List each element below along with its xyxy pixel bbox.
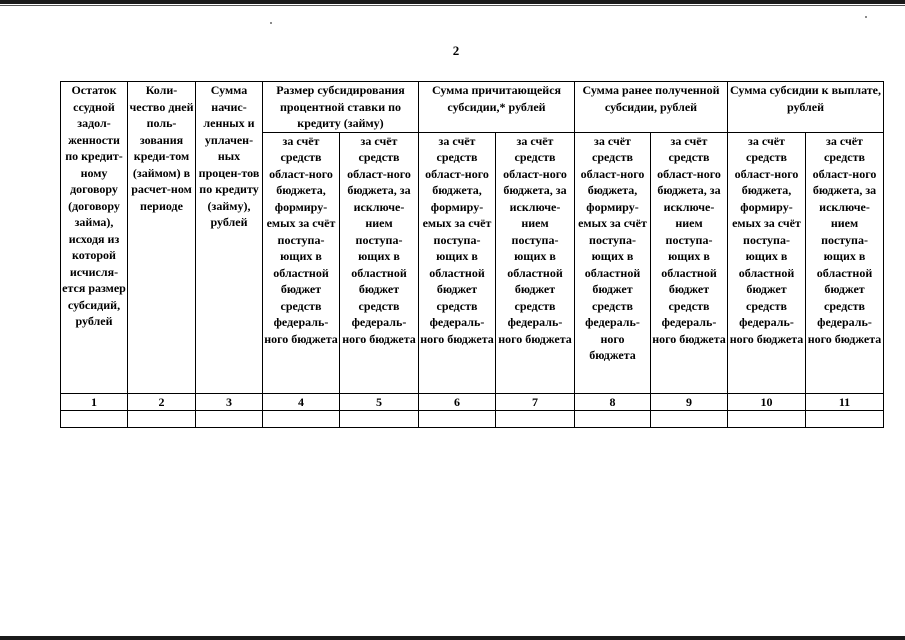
header-loan-balance: Остаток ссудной задол-женности по кредит-ному договору (договору займа), исходя из которой исчисля-ется размер субсидий, рублей — [61, 82, 128, 394]
subheader-federal-funded: за счёт средств област-ного бюджета, формиру-емых за счёт поступа-ющих в областной бюджет средств федераль-ного бюджета — [263, 132, 340, 393]
column-number: 5 — [340, 393, 419, 411]
table-cell — [419, 411, 496, 428]
table-cell — [806, 411, 884, 428]
subheader-regional-only: за счёт средств област-ного бюджета, за исключе-нием поступа-ющих в областной бюджет средств федераль-ного бюджета — [496, 132, 575, 393]
subheader-regional-only: за счёт средств област-ного бюджета, за исключе-нием поступа-ющих в областной бюджет средств федераль-ного бюджета — [340, 132, 419, 393]
column-number: 10 — [728, 393, 806, 411]
subheader-federal-funded: за счёт средств област-ного бюджета, формиру-емых за счёт поступа-ющих в областной бюджет средств федераль-ного бюджета — [728, 132, 806, 393]
header-days-of-use: Коли-чество дней поль-зования креди-том (займом) в расчет-ном периоде — [128, 82, 196, 394]
empty-data-row — [61, 411, 884, 428]
subheader-federal-funded: за счёт средств област-ного бюджета, формиру-емых за счёт поступа-ющих в областной бюджет средств федераль-ного бюджета — [575, 132, 651, 393]
top-border-rule-thin — [0, 5, 905, 6]
header-subsidy-due: Сумма причитающейся субсидии,* рублей — [419, 82, 575, 133]
subsidy-calculation-table — [60, 81, 884, 428]
column-number: 6 — [419, 393, 496, 411]
column-number: 2 — [128, 393, 196, 411]
column-number: 9 — [651, 393, 728, 411]
top-border-rule — [0, 0, 905, 4]
table-cell — [263, 411, 340, 428]
table-header-row — [61, 82, 884, 133]
table-cell — [728, 411, 806, 428]
column-number: 1 — [61, 393, 128, 411]
table-cell — [61, 411, 128, 428]
column-number-row — [61, 393, 884, 411]
table-cell — [575, 411, 651, 428]
page-number: 2 — [452, 43, 460, 58]
column-number: 8 — [575, 393, 651, 411]
bottom-border-rule — [0, 636, 905, 640]
table-cell — [496, 411, 575, 428]
table-cell — [128, 411, 196, 428]
scan-speck — [865, 16, 867, 18]
header-subsidy-payable: Сумма субсидии к выплате, рублей — [728, 82, 884, 133]
table-cell — [196, 411, 263, 428]
column-number: 11 — [806, 393, 884, 411]
header-subsidy-received: Сумма ранее полученной субсидии, рублей — [575, 82, 728, 133]
table-cell — [651, 411, 728, 428]
column-number: 4 — [263, 393, 340, 411]
table-cell — [340, 411, 419, 428]
subheader-federal-funded: за счёт средств област-ного бюджета, формиру-емых за счёт поступа-ющих в областной бюджет средств федераль-ного бюджета — [419, 132, 496, 393]
column-number: 7 — [496, 393, 575, 411]
scan-speck — [270, 22, 272, 24]
subheader-regional-only: за счёт средств област-ного бюджета, за исключе-нием поступа-ющих в областной бюджет средств федераль-ного бюджета — [651, 132, 728, 393]
header-subsidy-rate: Размер субсидирования процентной ставки по кредиту (займу) — [263, 82, 419, 133]
subheader-regional-only: за счёт средств област-ного бюджета, за исключе-нием поступа-ющих в областной бюджет средств федераль-ного бюджета — [806, 132, 884, 393]
column-number: 3 — [196, 393, 263, 411]
header-interest-amount: Сумма начис-ленных и уплачен-ных процен-тов по кредиту (займу), рублей — [196, 82, 263, 394]
